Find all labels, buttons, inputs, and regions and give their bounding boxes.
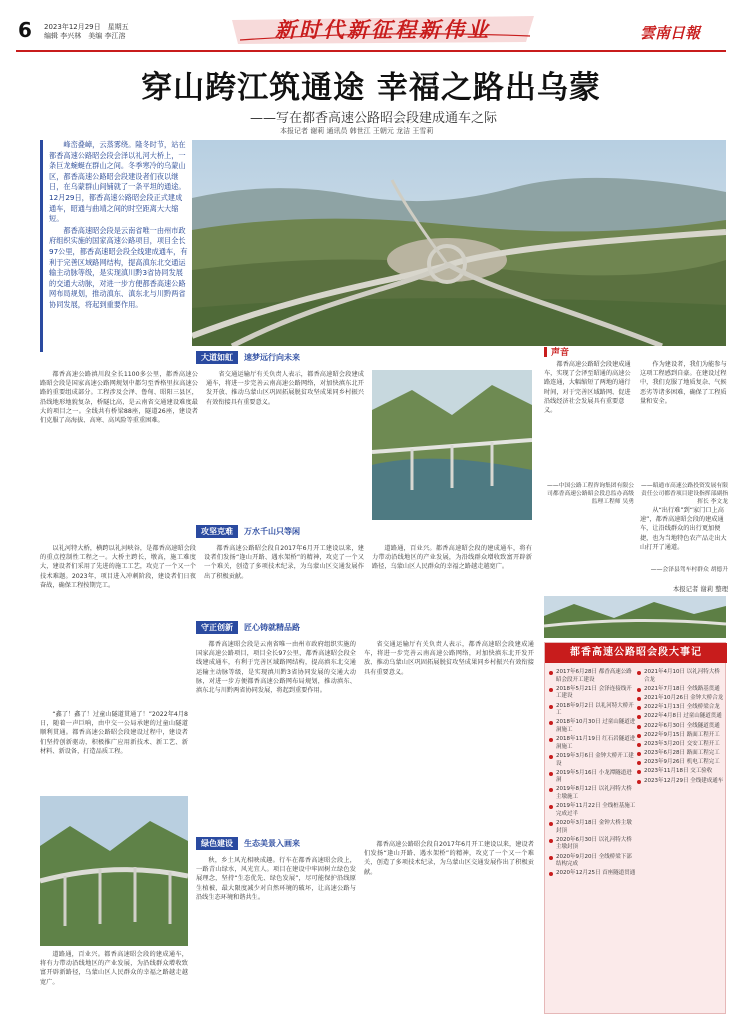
timeline-event: 过童山隧道贯通 (683, 713, 722, 720)
section-subtitle: 速梦远行向未来 (244, 352, 300, 362)
body-text: 道路通，百业兴。都香高速昭会段的建成通车，将有力带动沿线地区的产业发展，为沿线群众增收致富开辟新路径，乌蒙山区人民群众的幸福之路越走越宽广。 (40, 951, 188, 986)
timeline-date: 2022年6月30日 (644, 722, 685, 729)
timeline-date: 2023年6月28日 (644, 750, 685, 757)
timeline-dot-icon (549, 788, 553, 792)
article-byline: 本报记者 谢莉 通讯员 韩世江 王朝元 龙洁 王雪莉 (280, 127, 434, 135)
timeline-item-text (556, 703, 636, 718)
body-text: 都香高速公路昭会段自2017年6月开工建设以来，建设者们发扬“逢山开路、遇水架桥”的精神，攻克了一个又一个难关，创造了多项技术纪录，为乌蒙山区交通发展作出了积极贡献。 (204, 545, 364, 580)
timeline-event: 会泽连接线开工建设 (556, 685, 632, 700)
timeline-event: 金钟大桥开工建设 (556, 752, 634, 767)
voice-quote: 从“出行难”到“家门口上高速”，都香高速昭会段的建成通车，让沿线群众的出行更加便捷，也为当地特色农产品走出大山打开了通道。 (640, 507, 727, 551)
timeline-item (637, 759, 724, 767)
timeline-dot-icon (637, 743, 641, 747)
page-meta (44, 23, 129, 41)
timeline-item-text (556, 719, 636, 734)
body-text: 道路通，百业兴。都香高速昭会段的建成通车，将有力带动沿线地区的产业发展，为沿线群众增收致富开辟新路径，乌蒙山区人民群众的幸福之路越走越宽广。 (372, 545, 532, 571)
timeline-item-text (556, 820, 636, 835)
timeline-event: 以礼河特大桥主墩封顶 (556, 836, 632, 851)
timeline-item (637, 732, 724, 740)
timeline-item (637, 768, 724, 776)
article-title: 穿山跨江筑通途 幸福之路出乌蒙 (141, 70, 601, 106)
timeline-item-text (556, 669, 636, 684)
timeline-item (637, 713, 724, 721)
timeline-date: 2018年5月21日 (556, 685, 597, 692)
body-text: 都香高速昭会段是云南省唯一由州市政府组织实施的国家高速公路项目，项目全长97公里，都香高速昭会段全线建成通车，有利于完善区域路网结构，提高滇东北交通运输主动脉等级，是实现滇川黔3省协同发展的交通大动脉，对进一步方便都香高速公路网布局规划，推动滇东、滇东北与川黔两省协同发展，将起到重要作用。 (196, 641, 356, 695)
newspaper-logo: 雲南日報 (640, 24, 701, 42)
timeline-item-text (644, 732, 720, 740)
timeline-item-text (644, 704, 720, 712)
timeline-item (549, 820, 636, 835)
timeline-event: 全线桥梁合龙 (686, 704, 720, 711)
section-tag: 大道如虹 (196, 351, 238, 364)
timeline-dot-icon (637, 706, 641, 710)
page-number: 6 (18, 18, 32, 42)
lead-paragraph: 峰峦叠嶂，云蒸雾绕。隆冬时节，站在都香高速公路昭会段会泽以礼河大桥上，一条巨龙蜿蜒在群山之间。冬季寒冷的乌蒙山区，都香高速公路昭会段建设者们夜以继日，在乌蒙群山间铺就了一条平坦的通途。12月29日，都香高速公路昭会段正式建成通车，昭通与曲靖之间的时空距离大大缩短。 (49, 140, 186, 224)
timeline-dot-icon (549, 671, 553, 675)
timeline-item (637, 695, 724, 703)
voices-footer: 本报记者 谢莉 整理 (672, 585, 728, 593)
section-tag: 攻坚克难 (196, 525, 238, 538)
timeline-event: 交安工程开工 (686, 740, 720, 747)
timeline-item-text (644, 759, 720, 767)
timeline-date: 2019年11月22日 (556, 803, 601, 810)
timeline-dot-icon (637, 761, 641, 765)
timeline-event: 交工验收 (690, 768, 713, 775)
section-heading (196, 620, 300, 634)
section-heading (196, 350, 300, 364)
voices-heading-bar (544, 347, 547, 357)
page-header (0, 0, 742, 52)
timeline-column-right (637, 669, 724, 787)
timeline-box (544, 642, 726, 1014)
timeline-date: 2018年9月2日 (556, 702, 594, 709)
timeline-event: 全线路基贯通 (686, 685, 720, 692)
timeline-event: 路面工程开工 (686, 731, 720, 738)
timeline-item (549, 686, 636, 701)
section-heading (196, 524, 300, 538)
timeline-event: 机电工程完工 (686, 759, 720, 766)
timeline-dot-icon (549, 772, 553, 776)
timeline-dot-icon (549, 755, 553, 759)
timeline-dot-icon (637, 715, 641, 719)
timeline-dot-icon (637, 725, 641, 729)
timeline-event: 首座隧道贯通 (602, 870, 636, 877)
body-text: 秋，乡土风光相映成趣。行车在都香高速昭会段上，一路青山绿水，风光宜人。项目在建设中牢固树立绿色发展理念，坚持“生态优先、绿色发展”，尽可能保护沿线原生植被，最大限度减少对自然环境的破坏，让高速公路与沿线生态环境和谐共生。 (196, 857, 356, 901)
section-heading (196, 836, 300, 850)
timeline-date: 2020年6月30日 (556, 836, 597, 843)
timeline-date: 2023年3月20日 (644, 740, 685, 747)
timeline-item-text (644, 741, 720, 749)
body-text: 都香高速公路滇川段全长1100多公里，都香高速公路昭会段是国家高速公路网规划中都匀至香格里拉高速公路的重要组成部分。工程涉及会泽、鲁甸、昭阳三县区，沿线地形地貌复杂，桥隧比高，是云南省交通建设难度最大的项目之一。全线共有桥梁88座，隧道26座，建设者们克服了高海拔、高寒、高风险等重重困难。 (40, 371, 198, 425)
timeline-item (549, 803, 636, 818)
photo-mountain-highway (544, 596, 726, 638)
timeline-item (549, 753, 636, 768)
photo-viaduct (40, 796, 188, 946)
timeline-event: 红石岩隧道进洞施工 (556, 736, 636, 750)
timeline-event: 全线桩基施工完成过半 (556, 803, 636, 817)
timeline-event: 以礼河特大桥开工 (556, 702, 634, 717)
timeline-item-text (644, 750, 720, 758)
timeline-dot-icon (549, 805, 553, 809)
timeline-item (549, 870, 636, 878)
editor-line: 编辑 李兴林 美编 李江溶 (44, 32, 126, 40)
timeline-dot-icon (549, 822, 553, 826)
timeline-event: 小龙潭隧道进洞 (556, 769, 632, 784)
timeline-item-text (644, 723, 720, 731)
timeline-item-text (644, 713, 722, 721)
timeline-dot-icon (637, 752, 641, 756)
timeline-item (549, 669, 636, 684)
section-tag: 绿色建设 (196, 837, 238, 850)
timeline-item-text (644, 669, 724, 684)
timeline-item-text (556, 854, 636, 869)
timeline-event: 金钟大桥主墩封顶 (556, 820, 632, 834)
timeline-date: 2019年8月12日 (556, 786, 597, 793)
body-text: 省交通运输厅有关负责人表示，都香高速昭会段建成通车，将进一步完善云南高速公路网络，对加快滇东北开发开放、推动乌蒙山区巩固拓展脱贫攻坚成果同乡村振兴有效衔接具有重要意义。 (206, 371, 364, 406)
timeline-item (637, 686, 724, 694)
timeline-date: 2023年12月29日 (644, 777, 689, 784)
body-text: 都香高速公路昭会段自2017年6月开工建设以来，建设者们发扬“逢山开路、遇水架桥”的精神，攻克了一个又一个难关，创造了多项技术纪录，为乌蒙山区交通发展作出了积极贡献。 (364, 841, 534, 876)
timeline-dot-icon (549, 738, 553, 742)
lead-paragraph: 都香高速昭会段是云南省唯一由州市政府组织实施的国家高速公路项目，项目全长97公里，都香高速昭会段全线建成通车，有利于完善区域路网结构，提高滇东北交通运输主动脉等级，是实现滇川黔3省协同发展的交通大动脉，对进一步方便都香高速公路网布局规划，推动滇东、滇东北与川黔两省协同发展，将起到重要作用。 (49, 225, 188, 309)
timeline-item (549, 837, 636, 852)
timeline-item-text (644, 768, 712, 776)
timeline-event: 全线桥梁下部结构完成 (556, 853, 632, 868)
hero-photo-interchange (192, 140, 726, 346)
timeline-date: 2022年1月13日 (644, 704, 685, 711)
timeline-event: 全线建成通车 (690, 777, 724, 784)
timeline-dot-icon (549, 721, 553, 725)
timeline-event: 金钟大桥合龙 (690, 694, 724, 701)
timeline-item-text (644, 778, 723, 786)
timeline-date: 2020年9月20日 (556, 853, 597, 860)
timeline-date: 2017年6月28日 (556, 669, 597, 675)
timeline-date: 2022年9月15日 (644, 731, 685, 738)
timeline-event: 全线隧道贯通 (686, 722, 720, 729)
timeline-dot-icon (549, 839, 553, 843)
timeline-event: 以礼河特大桥主墩施工 (556, 786, 632, 801)
header-rule (16, 50, 726, 52)
timeline-date: 2023年11月18日 (644, 768, 689, 775)
timeline-title: 都香高速公路昭会段大事记 (545, 643, 727, 663)
timeline-item (637, 669, 724, 684)
timeline-event: 过童山隧道进洞施工 (556, 719, 636, 733)
timeline-item-text (556, 837, 636, 852)
voice-signature: ——昭通市高速公路投资发展有限责任公司都香项目建设指挥部副指挥长 李文龙 (641, 483, 728, 505)
timeline-date: 2018年10月30日 (556, 719, 601, 726)
date-line: 2023年12月29日 星期五 (44, 23, 129, 31)
timeline-date: 2019年3月6日 (556, 752, 594, 759)
voice-signature: ——中国公路工程咨询集团有限公司都香高速公路昭会段总监办高级监理工程师 吴勇 (547, 483, 634, 505)
article-subtitle: ——写在都香高速公路昭会段建成通车之际 (250, 111, 498, 126)
timeline-dot-icon (637, 697, 641, 701)
timeline-item (549, 770, 636, 785)
timeline-item (637, 704, 724, 712)
timeline-dot-icon (637, 671, 641, 675)
timeline-item (549, 719, 636, 734)
timeline-date: 2021年7月18日 (644, 685, 685, 692)
timeline-date: 2020年3月18日 (556, 820, 597, 827)
timeline-dot-icon (637, 780, 641, 784)
voice-quote: 都香高速公路昭会段建成通车，实现了会泽至昭通的高速公路连通，大幅缩短了两地的通行时间，对于完善区域路网、促进沿线经济社会发展具有重要意义。 (544, 361, 631, 415)
timeline-item (549, 736, 636, 751)
timeline-dot-icon (637, 770, 641, 774)
banner-text: 新时代新征程新伟业 (275, 17, 491, 42)
timeline-date: 2023年9月26日 (644, 759, 685, 766)
timeline-item (637, 778, 724, 786)
timeline-event: 以礼河特大桥合龙 (644, 669, 720, 683)
timeline-event: 路面工程完工 (686, 750, 720, 757)
voices-heading-text: 声音 (551, 348, 570, 358)
timeline-date: 2022年4月8日 (644, 713, 682, 720)
timeline-item-text (556, 736, 636, 751)
timeline-item (549, 703, 636, 718)
section-tag: 守正创新 (196, 621, 238, 634)
timeline-event: 都香高速公路昭会段开工建设 (556, 669, 632, 683)
timeline-dot-icon (549, 688, 553, 692)
section-subtitle: 生态美景入画来 (244, 838, 300, 848)
timeline-dot-icon (549, 705, 553, 709)
body-text: 省交通运输厅有关负责人表示，都香高速昭会段建成通车，将进一步完善云南高速公路网络，对加快滇东北开发开放、推动乌蒙山区巩固拓展脱贫攻坚成果同乡村振兴有效衔接具有重要意义。 (364, 641, 534, 676)
lead-paragraph-box (40, 140, 188, 352)
body-text: 以礼河特大桥，横跨以礼河峡谷，是都香高速昭会段的重点控制性工程之一。大桥主跨长，墩高，施工难度大，建设者们采用了先进的施工工艺，攻克了一个又一个技术难题。2023年，项目进入冲刺阶段，建设者们日夜奋战，确保工程按期完工。 (40, 545, 196, 589)
timeline-item (549, 786, 636, 801)
timeline-item-text (556, 786, 636, 801)
timeline-date: 2021年10月26日 (644, 694, 689, 701)
timeline-dot-icon (637, 688, 641, 692)
timeline-item-text (556, 686, 636, 701)
voice-quote: 作为建设者，我们为能参与这项工程感到自豪。在建设过程中，我们克服了地质复杂、气候恶劣等诸多困难，确保了工程质量和安全。 (640, 361, 727, 405)
timeline-item-text (556, 770, 636, 785)
timeline-item (549, 854, 636, 869)
timeline-item-text (644, 695, 723, 703)
voices-heading (544, 345, 569, 358)
voice-signature: ——会泽县驾车村群众 胡德升 (650, 567, 728, 573)
body-text: “鑫了！鑫了！过童山隧道贯通了！”2022年4月8日，随着一声巨响，由中交一公局承建的过童山隧道顺利贯通。都香高速公路昭会段建设过程中，建设者们坚持创新驱动，积极推广应用新技术、新工艺、新材料、新设备，打造品质工程。 (40, 711, 188, 755)
timeline-dot-icon (549, 872, 553, 876)
photo-bridge-river (372, 370, 532, 520)
section-subtitle: 万水千山只等闲 (244, 526, 300, 536)
timeline-item-text (556, 870, 635, 878)
timeline-date: 2018年11月19日 (556, 736, 601, 743)
timeline-item (637, 750, 724, 758)
section-subtitle: 匠心铸就精品路 (244, 622, 300, 632)
timeline-date: 2020年12月25日 (556, 870, 601, 877)
timeline-item (637, 723, 724, 731)
timeline-date: 2021年4月10日 (644, 669, 685, 675)
timeline-item-text (644, 686, 720, 694)
section-banner (226, 12, 540, 46)
timeline-item-text (556, 803, 636, 818)
timeline-date: 2019年5月16日 (556, 769, 597, 776)
timeline-item-text (556, 753, 636, 768)
timeline-dot-icon (549, 856, 553, 860)
timeline-column-left (549, 669, 636, 880)
timeline-item (637, 741, 724, 749)
timeline-dot-icon (637, 734, 641, 738)
